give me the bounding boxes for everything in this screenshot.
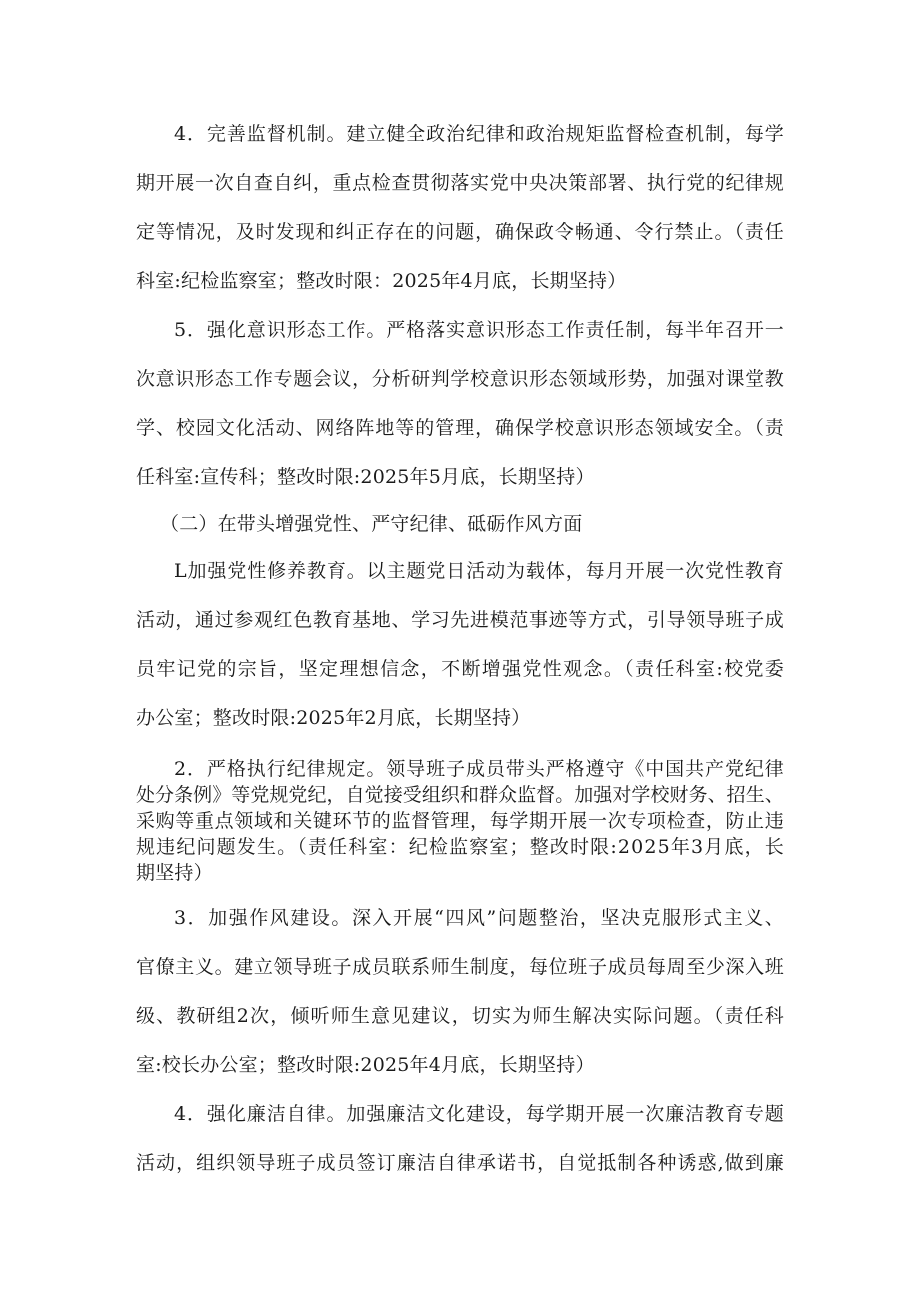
text-line: 期开展一次自查自纠，重点检查贯彻落实党中央决策部署、执行党的纪律规 [136,172,785,194]
section-heading: （二）在带头增强党性、严守纪律、砥砺作风方面 [160,513,583,535]
text-line: 采购等重点领域和关键环节的监督管理，每学期开展一次专项检查，防止违 [136,810,785,832]
text-line: 期坚持） [136,862,213,884]
text-line: 活动，组织领导班子成员签订廉洁自律承诺书，自觉抵制各种诱惑,做到廉 [136,1152,785,1174]
text-line: 级、教研组2次，倾听师生意见建议，切实为师生解决实际问题。（责任科 [136,1005,785,1027]
text-line: 定等情况，及时发现和纠正存在的问题，确保政令畅通、令行禁止。（责任 [136,221,785,243]
text-line: 任科室:宣传科；整改时限:2025年5月底，长期坚持） [136,466,595,488]
text-line: 5．强化意识形态工作。严格落实意识形态工作责任制，每半年召开一 [174,319,785,341]
text-line: 学、校园文化活动、网络阵地等的管理，确保学校意识形态领域安全。（责 [136,417,785,439]
text-line: 4．完善监督机制。建立健全政治纪律和政治规矩监督检查机制，每学 [174,123,785,145]
text-line: 室:校长办公室；整改时限:2025年4月底，长期坚持） [136,1054,595,1076]
text-line: 员牢记党的宗旨，坚定理想信念，不断增强党性观念。（责任科室:校党委 [136,658,786,680]
text-line: 3．加强作风建设。深入开展“四风”问题整治，坚决克服形式主义、 [174,907,786,929]
text-line: 官僚主义。建立领导班子成员联系师生制度，每位班子成员每周至少深入班 [136,956,785,978]
text-line: 科室:纪检监察室；整改时限：2025年4月底，长期坚持） [136,270,627,292]
text-line: 次意识形态工作专题会议，分析研判学校意识形态领域形势，加强对课堂教 [136,368,785,390]
text-line: 2．严格执行纪律规定。领导班子成员带头严格遵守《中国共产党纪律 [174,758,785,780]
text-line: 规违纪问题发生。（责任科室：纪检监察室；整改时限:2025年3月底，长 [136,836,785,858]
text-line: L加强党性修养教育。以主题党日活动为载体，每月开展一次党性教育 [174,560,785,582]
text-line: 4．强化廉洁自律。加强廉洁文化建设，每学期开展一次廉洁教育专题 [174,1103,785,1125]
text-line: 办公室；整改时限:2025年2月底，长期坚持） [136,707,531,729]
text-line: 活动，通过参观红色教育基地、学习先进模范事迹等方式，引导领导班子成 [136,609,785,631]
text-line: 处分条例》等党规党纪，自觉接受组织和群众监督。加强对学校财务、招生、 [136,784,784,806]
